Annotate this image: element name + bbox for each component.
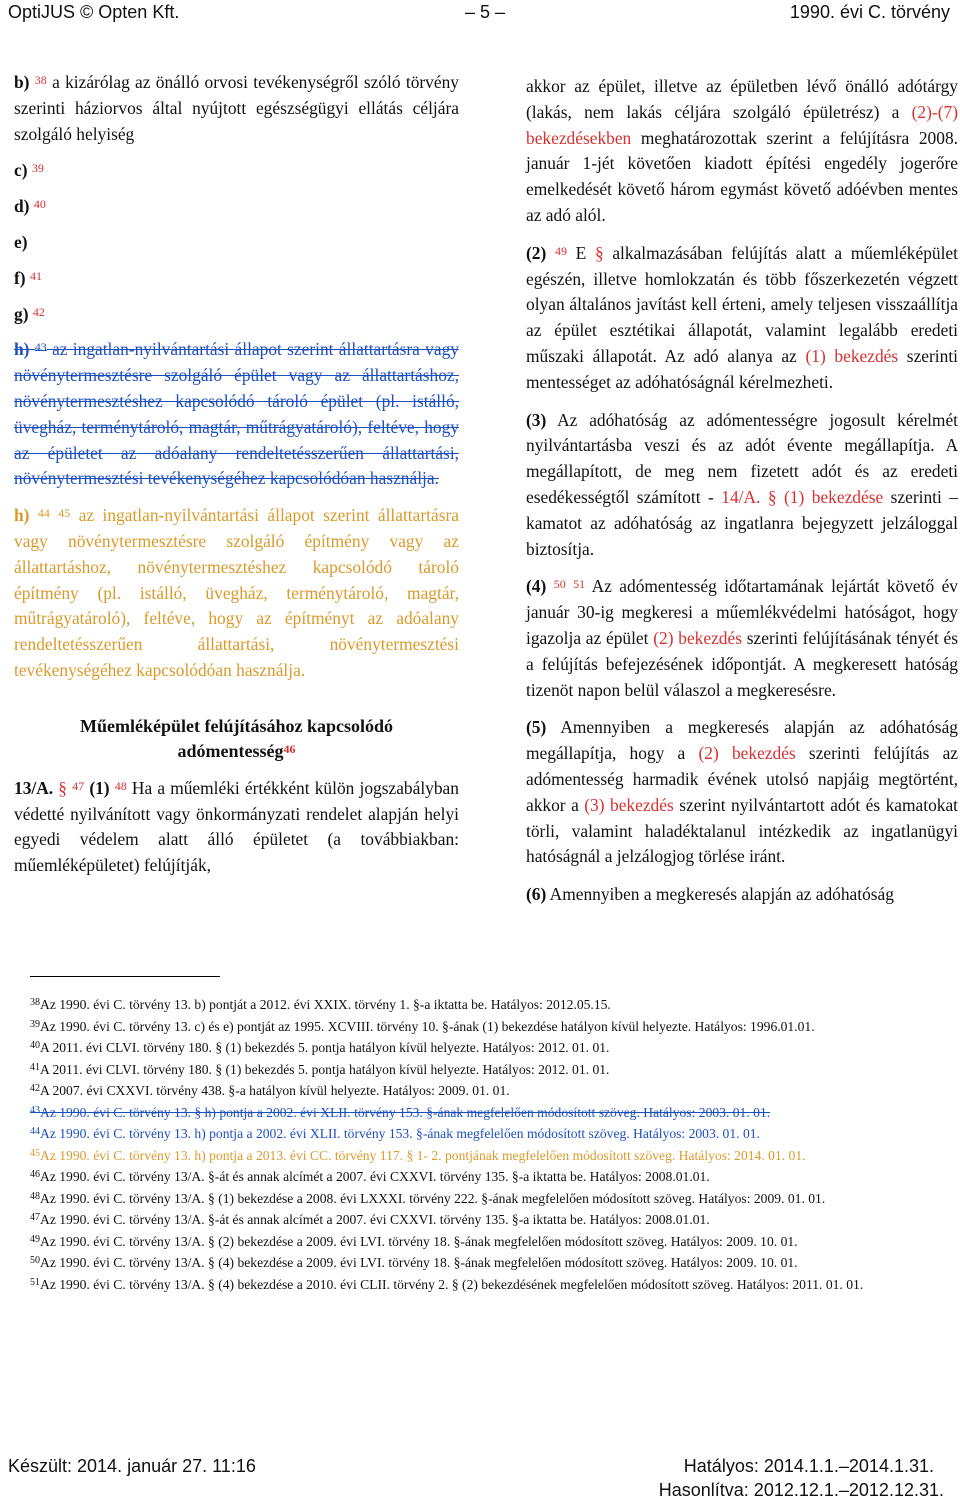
- footnote-text: Az 1990. évi C. törvény 13. h) pontja a 2002. évi XLII. törvény 153. §-ának megfelelően módosított szöveg. Hatályos: 2003. 01. 01.: [40, 1126, 760, 1141]
- item-h-repealed: h) $^{43}$ az ingatlan-nyilvántartási állapot szerint állattartásra vagy növénytermesztésre szolgáló épület vagy az állattartáshoz, növénytermesztéshez kapcsolódó tároló épület (pl. istálló, üvegház, terménytároló, magtár, műtrágyatároló), feltéve, hogy az épületet az adóalany rendeltetésszerűen állattartási, növénytermesztési tevékenységéhez kapcsolódóan használja.: [14, 339, 459, 489]
- compared-range: Hasonlítva: 2012.12.1.–2012.12.31.: [658, 1480, 944, 1500]
- publisher: OptiJUS © Opten Kft.: [8, 2, 180, 22]
- footnote-number: 47: [30, 1212, 40, 1223]
- footnote-ref-42[interactable]: 42: [32, 304, 45, 319]
- footnote-text: Az 1990. évi C. törvény 13. § h) pontja a 2002. évi XLII. törvény 153. §-ának megfelelően módosított szöveg. Hatályos: 2003. 01. 01.: [40, 1104, 771, 1120]
- footnote-38: [6, 994, 956, 1016]
- section-heading: Műemléképület felújításához kapcsolódó adómentesség$^{46}$: [80, 715, 393, 761]
- footnote-ref-46[interactable]: 46: [283, 741, 296, 756]
- footnote-ref-38[interactable]: 38: [34, 73, 47, 87]
- footnote-text: A 2011. évi CLVI. törvény 180. § (1) bekezdés 5. pontja hatályon kívül helyezte. Hatályos: 2012. 01. 01.: [40, 1061, 610, 1077]
- footnote-text: Az 1990. évi C. törvény 13. h) pontja a 2013. évi CC. törvény 117. § 1- 2. pontjának megfelelően módosított szöveg. Hatályos: 2014. 01. 01.: [40, 1147, 806, 1163]
- footnote-text: Az 1990. évi C. törvény 13. b) pontját a 2012. évi XXIX. törvény 1. §-a iktatta be. Hatályos: 2012.05.15.: [40, 997, 611, 1012]
- footnote-number: 38: [30, 997, 40, 1008]
- footnote-number: 44: [30, 1126, 40, 1137]
- page-header: [0, 0, 960, 28]
- cross-ref-link[interactable]: 14/A. § (1) bekezdése: [721, 486, 884, 507]
- footnote-number: 50: [30, 1255, 40, 1266]
- footnote-43: [6, 1102, 956, 1124]
- item-c: c) $^{39}$: [14, 160, 44, 181]
- footnote-44: [6, 1123, 956, 1145]
- footnote-text: A 2007. évi CXXVI. törvény 438. §-a hatályon kívül helyezte. Hatályos: 2009. 01. 01.: [40, 1083, 510, 1098]
- footnote-text: Az 1990. évi C. törvény 13/A. § (4) bekezdése a 2009. évi LVI. törvény 18. §-ának megfelelően módosított szöveg. Hatályos: 2009. 10. 01.: [40, 1255, 798, 1270]
- item-f: f) $^{41}$: [14, 267, 42, 288]
- footnote-number: 48: [30, 1190, 40, 1202]
- section-13a-1: 13/A. § $^{47}$ (1) $^{48}$ Ha a műemléki értékként külön jogszabályban védetté nyilvánított vagy önkormányzati rendelet alapján helyi egyedi védelem alatt álló épületet (a továbbiakban: műemléképületet) felújítják,: [14, 777, 459, 876]
- footnote-47: [6, 1209, 956, 1231]
- footnote-number: 39: [30, 1018, 40, 1030]
- footnote-40: [6, 1037, 956, 1059]
- footnote-ref-40[interactable]: 40: [33, 197, 46, 212]
- footnote-number: 49: [30, 1233, 40, 1245]
- cross-ref-link[interactable]: (1) bekezdés: [805, 345, 899, 366]
- left-column: [14, 70, 459, 879]
- footnote-39: [6, 1016, 956, 1038]
- item-g: g) $^{42}$: [14, 303, 45, 324]
- footnote-divider: [30, 976, 220, 977]
- item-h-amended: h) $^{44}$ $^{45}$ az ingatlan-nyilvántartási állapot szerint állattartásra vagy növénytermesztésre szolgáló építmény vagy az állattartáshoz, növénytermesztéshez kapcsolódó tároló építmény (pl. istálló, üvegház, terménytároló, magtár, műtrágyatároló), feltéve, hogy az építményt az adóalany rendeltetésszerűen állattartási, növénytermesztési tevékenységéhez kapcsolódóan használja.: [14, 505, 459, 680]
- footnote-number: 46: [30, 1169, 40, 1180]
- footnote-number: 40: [30, 1040, 40, 1051]
- right-column: [526, 74, 958, 920]
- footnote-ref-41[interactable]: 41: [29, 268, 42, 283]
- cross-ref-link[interactable]: (2)-(7) bekezdésekben: [526, 101, 958, 148]
- footnote-text: Az 1990. évi C. törvény 13/A. § (2) bekezdése a 2009. évi LVI. törvény 18. §-ának megfelelően módosított szöveg. Hatályos: 2009. 10. 01.: [40, 1233, 798, 1249]
- paragraph-3: (3) Az adóhatóság az adómentességre jogosult kérelmét nyilvántartásba veszi és az adót évente megállapítja. A megállapított, de meg nem fizetett adót és az eredeti esedékességtől számított - 14/A. § (1) bekezdése szerinti – kamatot az adóhatóság az ingatlanra bejegyzett jelzáloggal biztosítja.: [526, 409, 959, 559]
- footnote-ref-39[interactable]: 39: [31, 161, 44, 176]
- footnote-41: [6, 1059, 956, 1081]
- paragraph-1-cont: akkor az épület, illetve az épületben lévő önálló adótárgy (lakás, nem lakás céljára szolgáló épületrész) a (2)-(7) bekezdésekben meghatározottak szerint a felújításra 2008. január 1-jét követően kiadott építési engedély jogerőre emelkedését követő három egymást követő adóévben mentes az adó alól.: [526, 76, 958, 225]
- item-d: d) $^{40}$: [14, 196, 46, 217]
- footnote-42: [6, 1080, 956, 1102]
- paragraph-5: (5) Amennyiben a megkeresés alapján az adóhatóság megállapítja, hogy a (2) bekezdés szerinti felújítás az adómentesség harmadik évének utolsó napjáig megtörtént, akkor a (3) bekezdés szerint nyilvántartott adót és kamatokat törli, valamint haladéktalanul intézkedik az ingatlanügyi hatóságnál a jelzálogjog törlése iránt.: [526, 717, 959, 867]
- footnote-ref-48[interactable]: 48: [114, 778, 127, 793]
- footnote-text: A 2011. évi CLVI. törvény 180. § (1) bekezdés 5. pontja hatályon kívül helyezte. Hatályos: 2012. 01. 01.: [40, 1040, 610, 1055]
- section-symbol[interactable]: §: [594, 242, 604, 263]
- law-title: 1990. évi C. törvény: [789, 2, 950, 22]
- footnote-ref-50[interactable]: 50: [553, 577, 566, 592]
- footnote-ref-43[interactable]: 43: [34, 340, 47, 355]
- section-symbol[interactable]: §: [58, 777, 67, 798]
- footnote-ref-51[interactable]: 51: [573, 577, 586, 592]
- footnote-49: [6, 1231, 956, 1253]
- footnote-ref-45[interactable]: 45: [58, 506, 71, 521]
- footnote-ref-47[interactable]: 47: [72, 778, 85, 793]
- footnote-text: Az 1990. évi C. törvény 13/A. § (1) bekezdése a 2008. évi LXXXI. törvény 222. §-ának megfelelően módosított szöveg. Hatályos: 2009. 01. 01.: [40, 1190, 826, 1206]
- footnote-46: [6, 1166, 956, 1188]
- footnote-number: 41: [30, 1061, 40, 1073]
- cross-ref-link[interactable]: (2) bekezdés: [698, 743, 796, 764]
- cross-ref-link[interactable]: (3) bekezdés: [584, 794, 674, 815]
- footnote-number: 42: [30, 1083, 40, 1094]
- paragraph-6: (6) Amennyiben a megkeresés alapján az adóhatóság: [526, 884, 894, 905]
- item-b: b) $^{38}$ a kizárólag az önálló orvosi tevékenységről szóló törvény szerinti háziorvos által nyújtott egészségügyi ellátás céljára szolgáló helyiség: [14, 72, 459, 144]
- footnote-number: 45: [30, 1147, 40, 1159]
- footnote-number: 43: [30, 1104, 40, 1116]
- footnote-51: [6, 1274, 956, 1296]
- cross-ref-link[interactable]: (2) bekezdés: [653, 627, 742, 648]
- page-number: – 5 –: [465, 2, 506, 22]
- footnotes: [6, 994, 956, 1295]
- footnote-text: Az 1990. évi C. törvény 13/A. §-át és annak alcímét a 2007. évi CXXVI. törvény 135. §-a iktatta be. Hatályos: 2008.01.01.: [40, 1169, 710, 1184]
- paragraph-4: (4) $^{50}$ $^{51}$ Az adómentesség időtartamának lejártát követő év január 30-ig megkeresi a műemlékvédelmi hatóságot, hogy igazolja az épület (2) bekezdés szerinti felújításának tényét és a felújítás befejezésének időpontját. A megkeresett hatóság tizenöt napon belül válaszol a megkeresésre.: [526, 576, 959, 700]
- footnote-text: Az 1990. évi C. törvény 13/A. §-át és annak alcímét a 2007. évi CXXVI. törvény 135. §-a iktatta be. Hatályos: 2008.01.01.: [40, 1212, 710, 1227]
- created-date: Készült: 2014. január 27. 11:16: [8, 1456, 256, 1476]
- effective-range: Hatályos: 2014.1.1.–2014.1.31.: [683, 1456, 934, 1476]
- paragraph-2: (2) $^{49}$ E § alkalmazásában felújítás alatt a műemléképület egészén, illetve homlokzatán és több főszerkezetén végzett olyan általános javítást kell érteni, amely teljesen visszaállítja az épület esztétikai állapotát, valamint legalább eredeti műszaki állapotát. Az adó alanya az (1) bekezdés szerinti mentességet az adóhatóságnál kérelmezheti.: [526, 242, 958, 392]
- footnote-45: [6, 1145, 956, 1167]
- footnote-number: 51: [30, 1276, 40, 1288]
- footnote-48: [6, 1188, 956, 1210]
- footnote-50: [6, 1252, 956, 1274]
- item-e: e): [14, 231, 28, 252]
- footnote-ref-49[interactable]: 49: [554, 243, 567, 258]
- footnote-text: Az 1990. évi C. törvény 13. c) és e) pontját az 1995. XCVIII. törvény 10. §-ának (1) bekezdése hatályon kívül helyezte. Hatályos: 1996.01.01.: [40, 1018, 815, 1034]
- footnote-ref-44[interactable]: 44: [37, 506, 50, 521]
- footnote-text: Az 1990. évi C. törvény 13/A. § (4) bekezdése a 2010. évi CLII. törvény 2. § (2) bekezdésének megfelelően módosított szöveg. Hatályos: 2011. 01. 01.: [40, 1276, 864, 1292]
